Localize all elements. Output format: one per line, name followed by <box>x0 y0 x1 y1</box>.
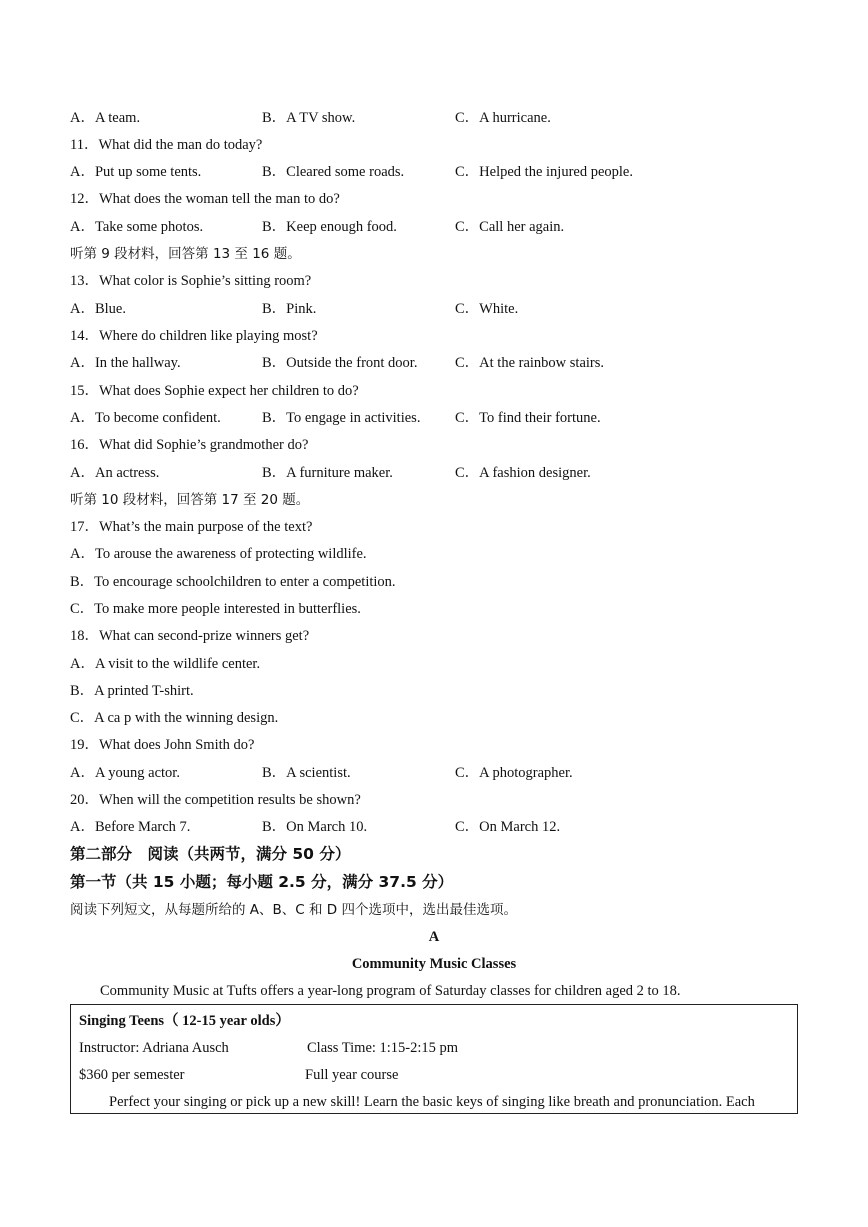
option-c: C．To make more people interested in butterflies. <box>70 601 361 617</box>
passage-intro: Community Music at Tufts offers a year-long program of Saturday classes for children aged 2 to 18. <box>100 983 681 999</box>
course-class-time: Class Time: 1:15-2:15 pm <box>307 1040 459 1056</box>
question-12: 12．What does the woman tell the man to do? <box>70 191 340 207</box>
option-b: B．A furniture maker. <box>262 465 393 481</box>
part-two-title: 第二部分 阅读（共两节，满分 50 分） <box>70 845 351 863</box>
option-a: A．In the hallway. <box>70 355 181 371</box>
q11-options <box>70 163 830 181</box>
option-b: B．On March 10. <box>262 819 368 835</box>
course-instructor: Instructor: Adriana Ausch <box>79 1040 229 1056</box>
option-a: A．Take some photos. <box>70 219 204 235</box>
q15-options <box>70 409 830 427</box>
option-a: A．A team. <box>70 110 141 126</box>
option-a: A．To arouse the awareness of protecting wildlife. <box>70 546 367 562</box>
q16-options <box>70 464 830 482</box>
option-a: A．A visit to the wildlife center. <box>70 656 261 672</box>
question-16: 16．What did Sophie’s grandmother do? <box>70 437 309 453</box>
course-price: $360 per semester <box>79 1067 185 1083</box>
option-c: C．A ca p with the winning design. <box>70 710 279 726</box>
option-b: B．Outside the front door. <box>262 355 418 371</box>
q10-options <box>70 109 830 127</box>
question-20: 20．When will the competition results be shown? <box>70 792 361 808</box>
option-c: C．A fashion designer. <box>455 465 591 481</box>
q19-options <box>70 764 830 782</box>
option-c: C．A hurricane. <box>455 110 551 126</box>
course-name: Singing Teens（ 12-15 year olds） <box>79 1013 290 1029</box>
option-b: B．To encourage schoolchildren to enter a competition. <box>70 574 396 590</box>
option-a: A．Before March 7. <box>70 819 191 835</box>
course-duration: Full year course <box>305 1067 399 1083</box>
option-b: B．A printed T-shirt. <box>70 683 194 699</box>
q12-options <box>70 218 830 236</box>
option-b: B．To engage in activities. <box>262 410 421 426</box>
course-description: Perfect your singing or pick up a new skill! Learn the basic keys of singing like breath and pronunciation. Each <box>109 1094 755 1110</box>
option-b: B．Keep enough food. <box>262 219 397 235</box>
q14-options <box>70 354 830 372</box>
question-18: 18．What can second-prize winners get? <box>70 628 310 644</box>
option-a: A．A young actor. <box>70 765 180 781</box>
question-15: 15．What does Sophie expect her children to do? <box>70 383 359 399</box>
option-a: A．An actress. <box>70 465 160 481</box>
option-c: C．Call her again. <box>455 219 565 235</box>
option-c: C．Helped the injured people. <box>455 164 633 180</box>
option-c: C．White. <box>455 301 519 317</box>
q20-options <box>70 818 830 836</box>
passage-letter: A <box>428 929 440 945</box>
option-a: A．Blue. <box>70 301 126 317</box>
question-19: 19．What does John Smith do? <box>70 737 255 753</box>
course-box <box>70 1004 798 1114</box>
option-a: A．To become confident. <box>70 410 221 426</box>
option-b: B．A TV show. <box>262 110 356 126</box>
option-b: B．Pink. <box>262 301 317 317</box>
instruction-passage-10: 听第 10 段材料，回答第 17 至 20 题。 <box>70 492 310 508</box>
option-c: C．At the rainbow stairs. <box>455 355 605 371</box>
question-17: 17．What’s the main purpose of the text? <box>70 519 313 535</box>
q13-options <box>70 300 830 318</box>
reading-instruction: 阅读下列短文，从每题所给的 A、B、C 和 D 四个选项中，选出最佳选项。 <box>70 902 517 918</box>
question-13: 13．What color is Sophie’s sitting room? <box>70 273 312 289</box>
option-c: C．A photographer. <box>455 765 573 781</box>
option-b: B．A scientist. <box>262 765 351 781</box>
section-one-title: 第一节（共 15 小题；每小题 2.5 分，满分 37.5 分） <box>70 873 454 891</box>
question-14: 14．Where do children like playing most? <box>70 328 318 344</box>
question-11: 11．What did the man do today? <box>70 137 263 153</box>
option-c: C．On March 12. <box>455 819 561 835</box>
option-a: A．Put up some tents. <box>70 164 202 180</box>
option-b: B．Cleared some roads. <box>262 164 405 180</box>
instruction-passage-9: 听第 9 段材料，回答第 13 至 16 题。 <box>70 246 301 262</box>
passage-title: Community Music Classes <box>351 956 517 972</box>
option-c: C．To find their fortune. <box>455 410 601 426</box>
